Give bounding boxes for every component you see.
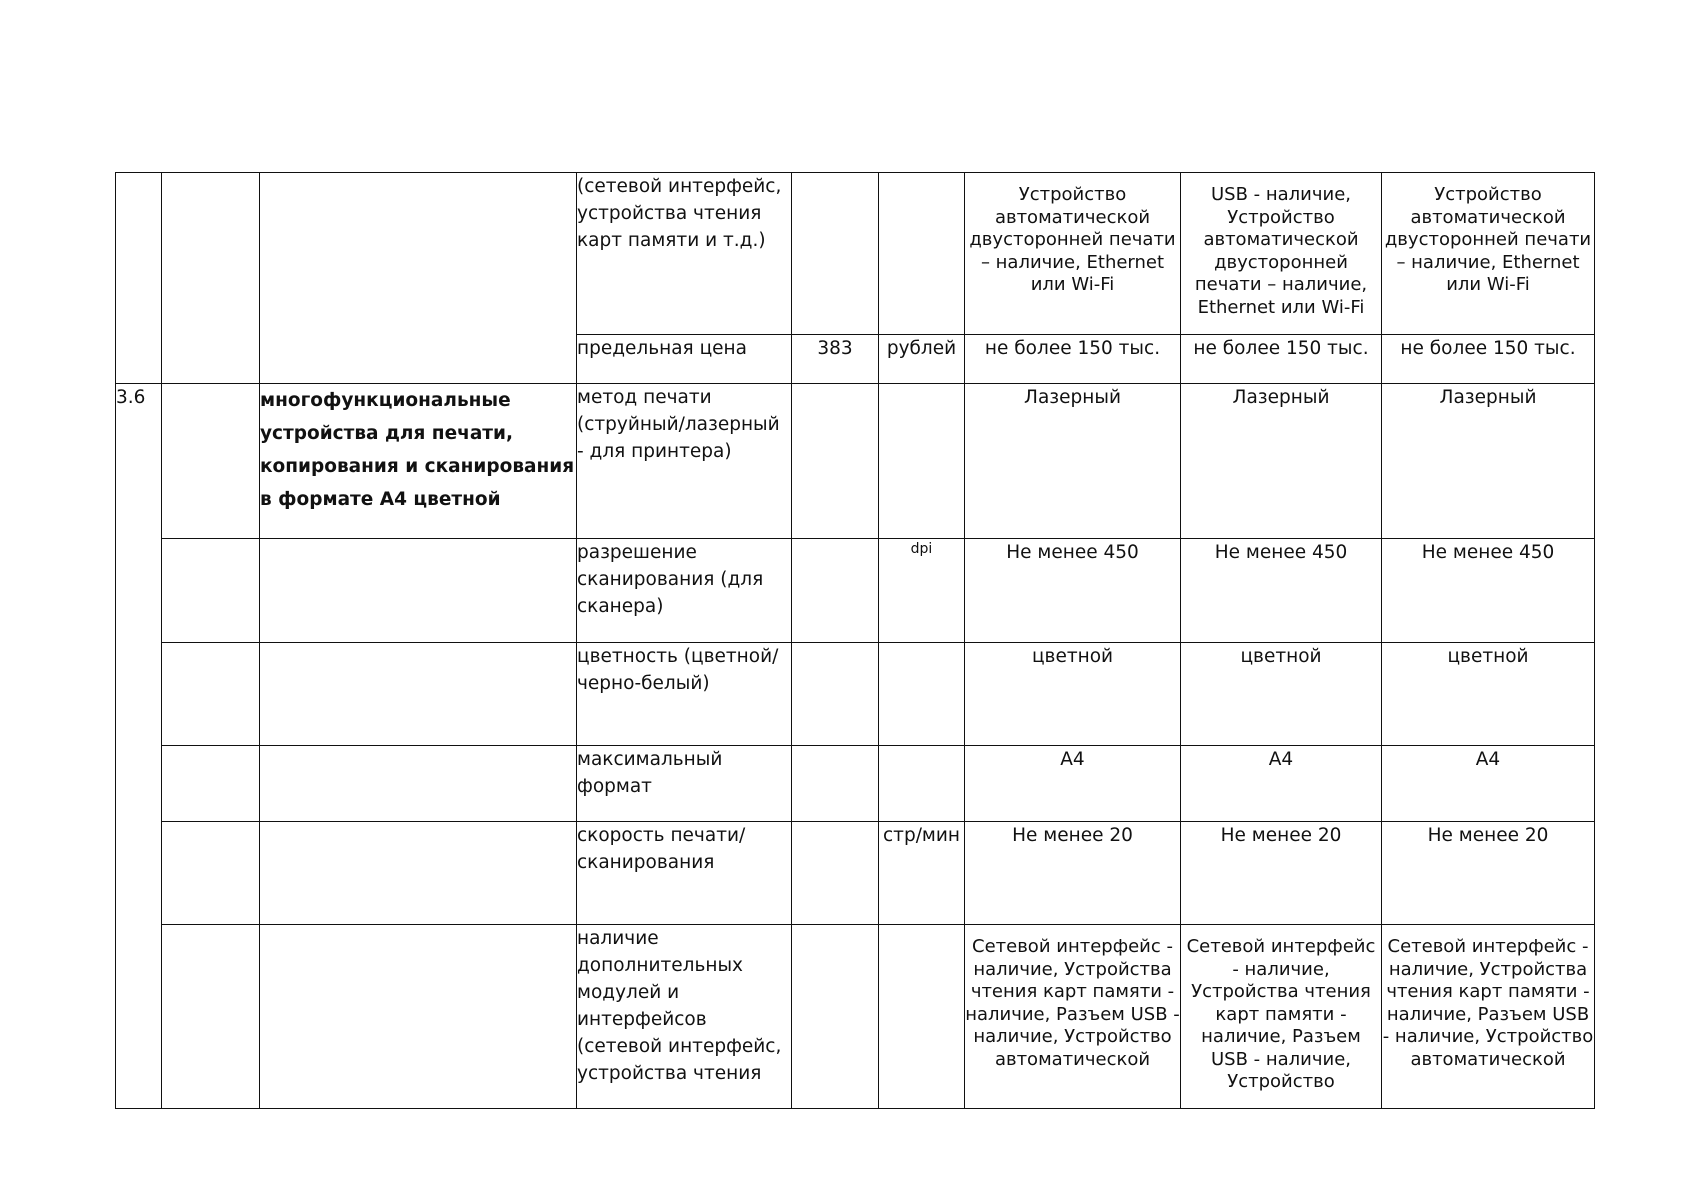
unit-code-cell: [792, 746, 879, 822]
unit-code-cell: [792, 384, 879, 539]
table-row: [116, 173, 1595, 335]
unit-cell: dpi: [879, 539, 965, 643]
table-row: [116, 643, 1595, 746]
name-cell: [260, 822, 577, 925]
unit-code-cell: [792, 539, 879, 643]
value-cell: USB - наличие, Устройство автоматической двусторонней печати – наличие, Ethernet или Wi-Fi: [1181, 173, 1382, 335]
value-cell: не более 150 тыс.: [1181, 335, 1382, 384]
value-cell: Сетевой интерфейс - наличие, Устройства чтения карт памяти - наличие, Разъем USB - наличие, Устройство автоматической: [965, 925, 1181, 1109]
value-cell: цветной: [1181, 643, 1382, 746]
unit-code-cell: [792, 925, 879, 1109]
code-cell: [162, 746, 260, 822]
code-cell: [162, 925, 260, 1109]
characteristic-cell: скорость печати/сканирования: [577, 822, 792, 925]
value-cell: А4: [1181, 746, 1382, 822]
unit-cell: рублей: [879, 335, 965, 384]
value-cell: Лазерный: [965, 384, 1181, 539]
value-cell: Не менее 20: [1181, 822, 1382, 925]
unit-cell: [879, 643, 965, 746]
unit-cell: [879, 925, 965, 1109]
characteristic-cell: разрешение сканирования (для сканера): [577, 539, 792, 643]
value-cell: А4: [965, 746, 1181, 822]
table-row: [116, 746, 1595, 822]
characteristic-cell: цветность (цветной/черно-белый): [577, 643, 792, 746]
value-cell: цветной: [965, 643, 1181, 746]
unit-cell: [879, 384, 965, 539]
value-cell: Устройство автоматической двусторонней печати – наличие, Ethernet или Wi-Fi: [965, 173, 1181, 335]
section-name-cell: многофункциональные устройства для печати, копирования и сканирования в формате А4 цветной: [260, 384, 577, 539]
table-row: [116, 384, 1595, 539]
value-cell: Не менее 20: [1382, 822, 1595, 925]
value-cell: Не менее 450: [965, 539, 1181, 643]
characteristic-cell: максимальный формат: [577, 746, 792, 822]
value-cell: Лазерный: [1382, 384, 1595, 539]
table-row: [116, 822, 1595, 925]
value-cell: Сетевой интерфейс - наличие, Устройства чтения карт памяти - наличие, Разъем USB - наличие, Устройство автоматической: [1382, 925, 1595, 1109]
name-cell: [260, 925, 577, 1109]
value-cell: Сетевой интерфейс - наличие, Устройства чтения карт памяти - наличие, Разъем USB - наличие, Устройство: [1181, 925, 1382, 1109]
value-cell: Не менее 20: [965, 822, 1181, 925]
unit-cell: [879, 746, 965, 822]
characteristic-cell: предельная цена: [577, 335, 792, 384]
value-cell: не более 150 тыс.: [965, 335, 1181, 384]
requirements-table: [115, 172, 1595, 1109]
code-cell: [162, 643, 260, 746]
value-cell: А4: [1382, 746, 1595, 822]
document-page: [115, 172, 1594, 1110]
unit-code-cell: 383: [792, 335, 879, 384]
section-index-cell: 3.6: [116, 384, 162, 1109]
characteristic-cell: наличие дополнительных модулей и интерфейсов (сетевой интерфейс, устройства чтения: [577, 925, 792, 1109]
unit-cell: [879, 173, 965, 335]
value-cell: цветной: [1382, 643, 1595, 746]
characteristic-cell: метод печати (струйный/лазерный - для принтера): [577, 384, 792, 539]
code-cell: [162, 822, 260, 925]
code-cell: [162, 539, 260, 643]
unit-cell: стр/мин: [879, 822, 965, 925]
name-cell: [260, 173, 577, 384]
unit-code-cell: [792, 643, 879, 746]
value-cell: Не менее 450: [1382, 539, 1595, 643]
name-cell: [260, 746, 577, 822]
code-cell: [162, 173, 260, 384]
characteristic-cell: (сетевой интерфейс, устройства чтения карт памяти и т.д.): [577, 173, 792, 335]
name-cell: [260, 643, 577, 746]
code-cell: [162, 384, 260, 539]
value-cell: не более 150 тыс.: [1382, 335, 1595, 384]
value-cell: Устройство автоматической двусторонней печати – наличие, Ethernet или Wi-Fi: [1382, 173, 1595, 335]
value-cell: Не менее 450: [1181, 539, 1382, 643]
unit-code-cell: [792, 173, 879, 335]
name-cell: [260, 539, 577, 643]
value-cell: Лазерный: [1181, 384, 1382, 539]
unit-code-cell: [792, 822, 879, 925]
table-row: [116, 925, 1595, 1109]
table-row: [116, 539, 1595, 643]
index-cell: [116, 173, 162, 384]
